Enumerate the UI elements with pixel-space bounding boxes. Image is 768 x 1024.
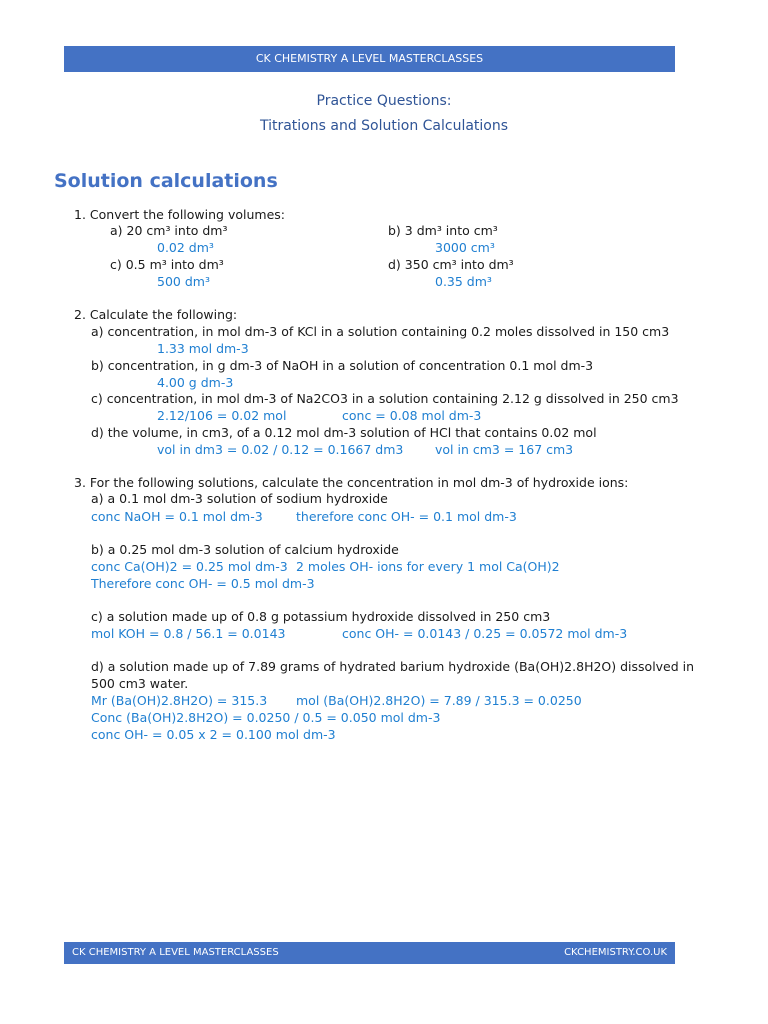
q3-c-answer-mol: mol KOH = 0.8 / 56.1 = 0.0143	[91, 626, 286, 641]
q1-b-answer: 3000 cm³	[435, 240, 495, 255]
footer-link[interactable]: CKCHEMISTRY.CO.UK	[564, 947, 667, 958]
q2-a-question: a) concentration, in mol dm-3 of KCl in a solution containing 0.2 moles dissolved in 150 cm3	[91, 324, 670, 339]
section-title: Solution calculations	[54, 170, 278, 192]
header-banner: CK CHEMISTRY A LEVEL MASTERCLASSES	[64, 46, 675, 72]
q2-d-answer-cm3: vol in cm3 = 167 cm3	[435, 442, 574, 457]
q3-a-question: a) a 0.1 mol dm-3 solution of sodium hydroxide	[91, 491, 388, 506]
q1-b-question: b) 3 dm³ into cm³	[388, 223, 498, 238]
footer-left: CK CHEMISTRY A LEVEL MASTERCLASSES	[72, 947, 279, 958]
q3-b-answer-oh: Therefore conc OH- = 0.5 mol dm-3	[91, 576, 315, 591]
q3-d-answer-oh: conc OH- = 0.05 x 2 = 0.100 mol dm-3	[91, 727, 336, 742]
q3-a-answer-oh: therefore conc OH- = 0.1 mol dm-3	[296, 509, 517, 524]
q2-c-answer-mol: 2.12/106 = 0.02 mol	[157, 408, 287, 423]
q3-d-question-line2: 500 cm3 water.	[91, 676, 189, 691]
q2-stem: 2. Calculate the following:	[74, 307, 238, 322]
q2-b-question: b) concentration, in g dm-3 of NaOH in a solution of concentration 0.1 mol dm-3	[91, 358, 594, 373]
subtitle-topic: Titrations and Solution Calculations	[259, 118, 509, 134]
q3-c-question: c) a solution made up of 0.8 g potassium hydroxide dissolved in 250 cm3	[91, 609, 551, 624]
q2-d-question: d) the volume, in cm3, of a 0.12 mol dm-3 solution of HCl that contains 0.02 mol	[91, 425, 597, 440]
q3-d-question-line1: d) a solution made up of 7.89 grams of hydrated barium hydroxide (Ba(OH)2.8H2O) dissolved in	[91, 659, 695, 674]
q2-c-answer-conc: conc = 0.08 mol dm-3	[342, 408, 482, 423]
q3-c-answer-oh: conc OH- = 0.0143 / 0.25 = 0.0572 mol dm-3	[342, 626, 628, 641]
q3-a-answer-naoh: conc NaOH = 0.1 mol dm-3	[91, 509, 263, 524]
footer-banner	[64, 942, 675, 964]
q1-c-question: c) 0.5 m³ into dm³	[110, 257, 224, 272]
q3-b-question: b) a 0.25 mol dm-3 solution of calcium hydroxide	[91, 542, 399, 557]
q1-d-answer: 0.35 dm³	[435, 274, 492, 289]
q3-stem: 3. For the following solutions, calculate the concentration in mol dm-3 of hydroxide ions:	[74, 475, 629, 490]
q1-a-answer: 0.02 dm³	[157, 240, 214, 255]
q3-b-answer-caoh2: conc Ca(OH)2 = 0.25 mol dm-3	[91, 559, 288, 574]
q2-a-answer: 1.33 mol dm-3	[157, 341, 249, 356]
q3-d-answer-mol: mol (Ba(OH)2.8H2O) = 7.89 / 315.3 = 0.0250	[296, 693, 582, 708]
q1-c-answer: 500 dm³	[157, 274, 210, 289]
subtitle-practice: Practice Questions:	[316, 93, 452, 109]
q1-a-question: a) 20 cm³ into dm³	[110, 223, 228, 238]
q2-b-answer: 4.00 g dm-3	[157, 375, 234, 390]
q1-d-question: d) 350 cm³ into dm³	[388, 257, 514, 272]
q2-c-question: c) concentration, in mol dm-3 of Na2CO3 in a solution containing 2.12 g dissolved in 250 cm3	[91, 391, 679, 406]
q2-d-answer-dm3: vol in dm3 = 0.02 / 0.12 = 0.1667 dm3	[157, 442, 404, 457]
q3-b-answer-ratio: 2 moles OH- ions for every 1 mol Ca(OH)2	[296, 559, 560, 574]
q3-d-answer-mr: Mr (Ba(OH)2.8H2O) = 315.3	[91, 693, 268, 708]
q3-d-answer-conc: Conc (Ba(OH)2.8H2O) = 0.0250 / 0.5 = 0.050 mol dm-3	[91, 710, 441, 725]
q1-stem: 1. Convert the following volumes:	[74, 207, 285, 222]
